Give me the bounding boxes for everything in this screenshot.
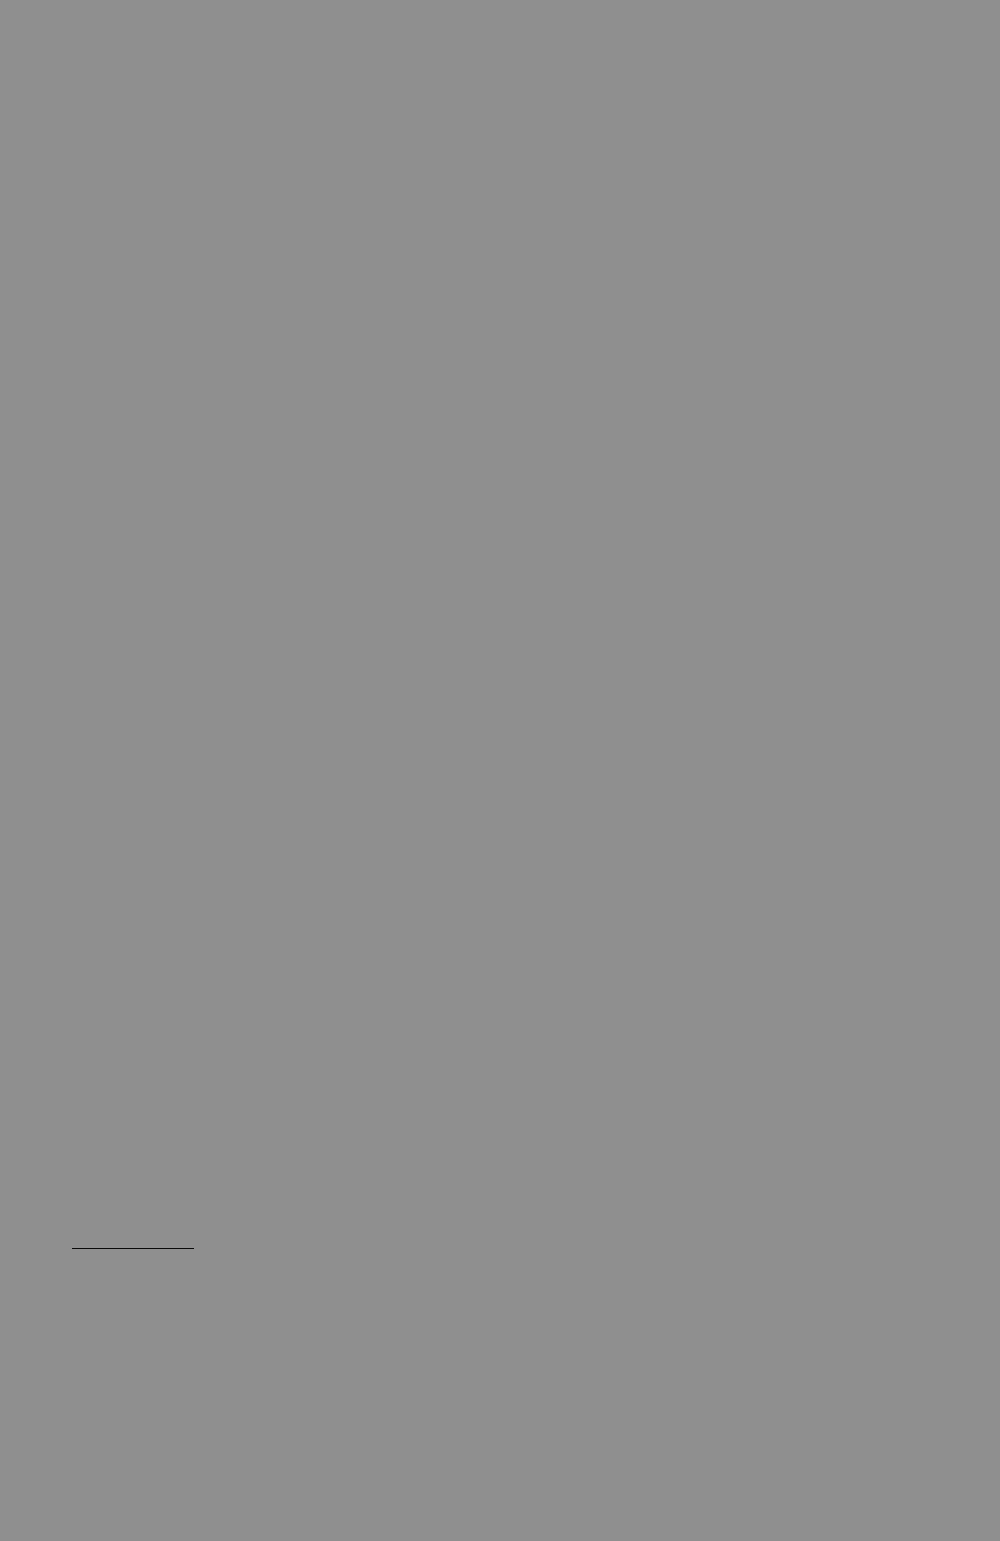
footnote-rule (72, 1248, 194, 1249)
footnote (74, 1254, 930, 1280)
